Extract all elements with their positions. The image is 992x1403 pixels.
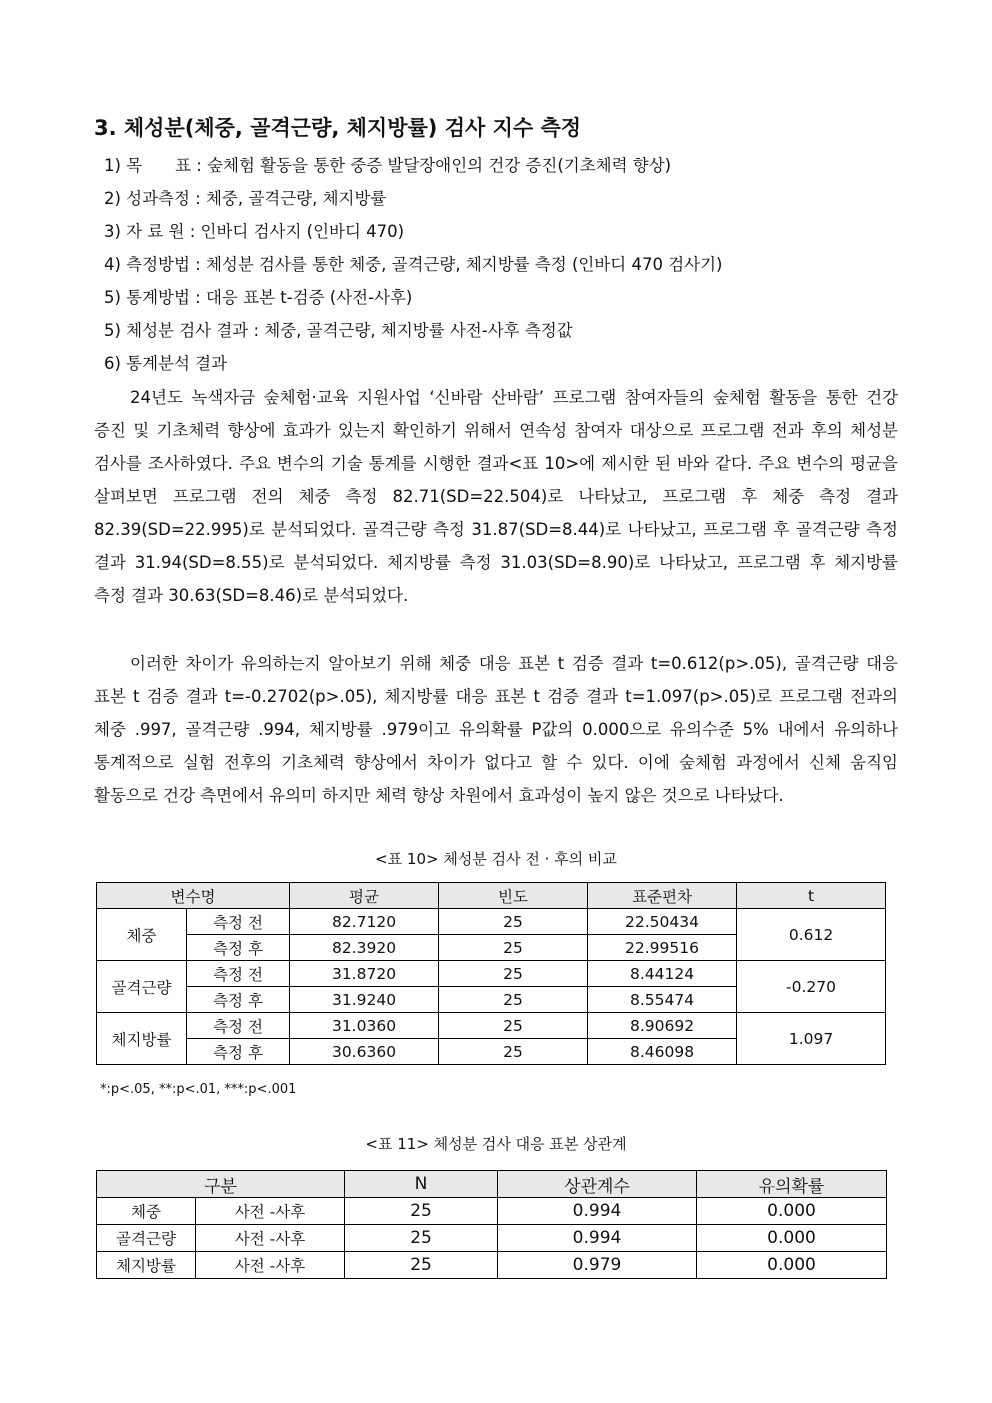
row-label-cell: 측정 전: [187, 909, 290, 935]
group-name-cell: 체지방률: [97, 1252, 196, 1279]
significance-note: *:p<.05, **:p<.01, ***:p<.001: [100, 1082, 297, 1097]
table-row: [97, 1225, 887, 1252]
table-header-row: [97, 883, 886, 909]
method-item-stats: 5) 통계방법 : 대응 표본 t-검증 (사전-사후): [104, 288, 413, 307]
mean-cell: 31.9240: [290, 987, 439, 1013]
sd-cell: 8.46098: [588, 1039, 737, 1065]
n-cell: 25: [439, 1013, 588, 1039]
section-title: 3. 체성분(체중, 골격근량, 체지방률) 검사 지수 측정: [94, 116, 582, 140]
t-cell: -0.270: [737, 961, 886, 1013]
row-label-cell: 측정 전: [187, 1013, 290, 1039]
group-name-cell: 골격근량: [97, 961, 187, 1013]
header-cell: 상관계수: [498, 1171, 697, 1198]
header-cell: N: [345, 1171, 498, 1198]
sd-cell: 22.99516: [588, 935, 737, 961]
t-cell: 1.097: [737, 1013, 886, 1065]
analysis-paragraph-1: 24년도 녹색자금 숲체험·교육 지원사업 ‘신바람 산바람’ 프로그램 참여자들의 숲체험 활동을 통한 건강 증진 및 기초체력 향상에 효과가 있는지 확인하기 위해서 연속성 참여자 대상으로 프로그램 전과 후의 체성분 검사를 조사하였다. 주요 변수의 기술 통계를 시행한 결과<표 10>에 제시한 된 바와 같다. 주요 변수의 평균을 살펴보면 프로그램 전의 체중 측정 82.71(SD=22.504)로 나타났고, 프로그램 후 체중 측정 결과 82.39(SD=22.995)로 분석되었다. 골격근량 측정 31.87(SD=8.44)로 나타났고, 프로그램 후 골격근량 측정 결과 31.94(SD=8.55)로 분석되었다. 체지방률 측정 31.03(SD=8.90)로 나타났고, 프로그램 후 체지방률 측정 결과 30.63(SD=8.46)로 분석되었다.: [94, 388, 898, 605]
group-name-cell: 체지방률: [97, 1013, 187, 1065]
method-item-goal: 1) 목 표 : 숲체험 활동을 통한 중증 발달장애인의 건강 증진(기초체력 향상): [104, 156, 672, 175]
group-name-cell: 골격근량: [97, 1225, 196, 1252]
header-cell: 평균: [290, 883, 439, 909]
method-item-source: 3) 자 료 원 : 인바디 검사지 (인바디 470): [104, 222, 405, 241]
mean-cell: 30.6360: [290, 1039, 439, 1065]
mean-cell: 31.0360: [290, 1013, 439, 1039]
method-item-result: 5) 체성분 검사 결과 : 체중, 골격근량, 체지방률 사전-사후 측정값: [104, 321, 573, 340]
table10-caption: <표 10> 체성분 검사 전 · 후의 비교: [375, 850, 617, 868]
table-row: [97, 1198, 887, 1225]
correlation-cell: 0.994: [498, 1198, 697, 1225]
row-label-cell: 측정 전: [187, 961, 290, 987]
correlation-cell: 0.979: [498, 1252, 697, 1279]
table11: [96, 1170, 887, 1279]
n-cell: 25: [439, 909, 588, 935]
header-cell: 변수명: [97, 883, 290, 909]
sd-cell: 8.44124: [588, 961, 737, 987]
table-row: [97, 909, 886, 935]
pair-cell: 사전 -사후: [196, 1252, 345, 1279]
pair-cell: 사전 -사후: [196, 1198, 345, 1225]
method-item-analysis: 6) 통계분석 결과: [104, 354, 228, 373]
n-cell: 25: [439, 987, 588, 1013]
sd-cell: 8.55474: [588, 987, 737, 1013]
table-row: [97, 961, 886, 987]
p-value-cell: 0.000: [697, 1225, 887, 1252]
header-cell: t: [737, 883, 886, 909]
mean-cell: 82.7120: [290, 909, 439, 935]
header-cell: 빈도: [439, 883, 588, 909]
header-cell: 구분: [97, 1171, 345, 1198]
sd-cell: 22.50434: [588, 909, 737, 935]
n-cell: 25: [439, 1039, 588, 1065]
method-list: [104, 152, 722, 383]
row-label-cell: 측정 후: [187, 935, 290, 961]
group-name-cell: 체중: [97, 909, 187, 961]
table-row: [97, 1252, 887, 1279]
row-label-cell: 측정 후: [187, 987, 290, 1013]
n-cell: 25: [345, 1225, 498, 1252]
table11-caption: <표 11> 체성분 검사 대응 표본 상관계: [365, 1135, 627, 1153]
p-value-cell: 0.000: [697, 1198, 887, 1225]
pair-cell: 사전 -사후: [196, 1225, 345, 1252]
p-value-cell: 0.000: [697, 1252, 887, 1279]
t-cell: 0.612: [737, 909, 886, 961]
method-item-measure: 4) 측정방법 : 체성분 검사를 통한 체중, 골격근량, 체지방률 측정 (인바디 470 검사기): [104, 255, 723, 274]
table-row: [97, 1013, 886, 1039]
n-cell: 25: [439, 961, 588, 987]
header-cell: 유의확률: [697, 1171, 887, 1198]
sd-cell: 8.90692: [588, 1013, 737, 1039]
analysis-paragraph-2: 이러한 차이가 유의하는지 알아보기 위해 체중 대응 표본 t 검증 결과 t=0.612(p>.05), 골격근량 대응 표본 t 검증 결과 t=-0.2702(p>.05), 체지방률 대응 표본 t 검증 결과 t=1.097(p>.05)로 프로그램 전과의 체중 .997, 골격근량 .994, 체지방률 .979이고 유의확률 P값의 0.000으로 유의수준 5% 내에서 유의하나 통계적으로 실험 전후의 기초체력 향상에서 차이가 없다고 할 수 있다. 이에 숲체험 과정에서 신체 움직임 활동으로 건강 측면에서 유의미 하지만 체력 향상 차원에서 효과성이 높지 않은 것으로 나타났다.: [94, 654, 898, 805]
mean-cell: 31.8720: [290, 961, 439, 987]
method-item-outcome: 2) 성과측정 : 체중, 골격근량, 체지방률: [104, 189, 387, 208]
table10: [96, 882, 886, 1065]
n-cell: 25: [345, 1252, 498, 1279]
row-label-cell: 측정 후: [187, 1039, 290, 1065]
table-header-row: [97, 1171, 887, 1198]
group-name-cell: 체중: [97, 1198, 196, 1225]
n-cell: 25: [439, 935, 588, 961]
mean-cell: 82.3920: [290, 935, 439, 961]
correlation-cell: 0.994: [498, 1225, 697, 1252]
n-cell: 25: [345, 1198, 498, 1225]
header-cell: 표준편차: [588, 883, 737, 909]
